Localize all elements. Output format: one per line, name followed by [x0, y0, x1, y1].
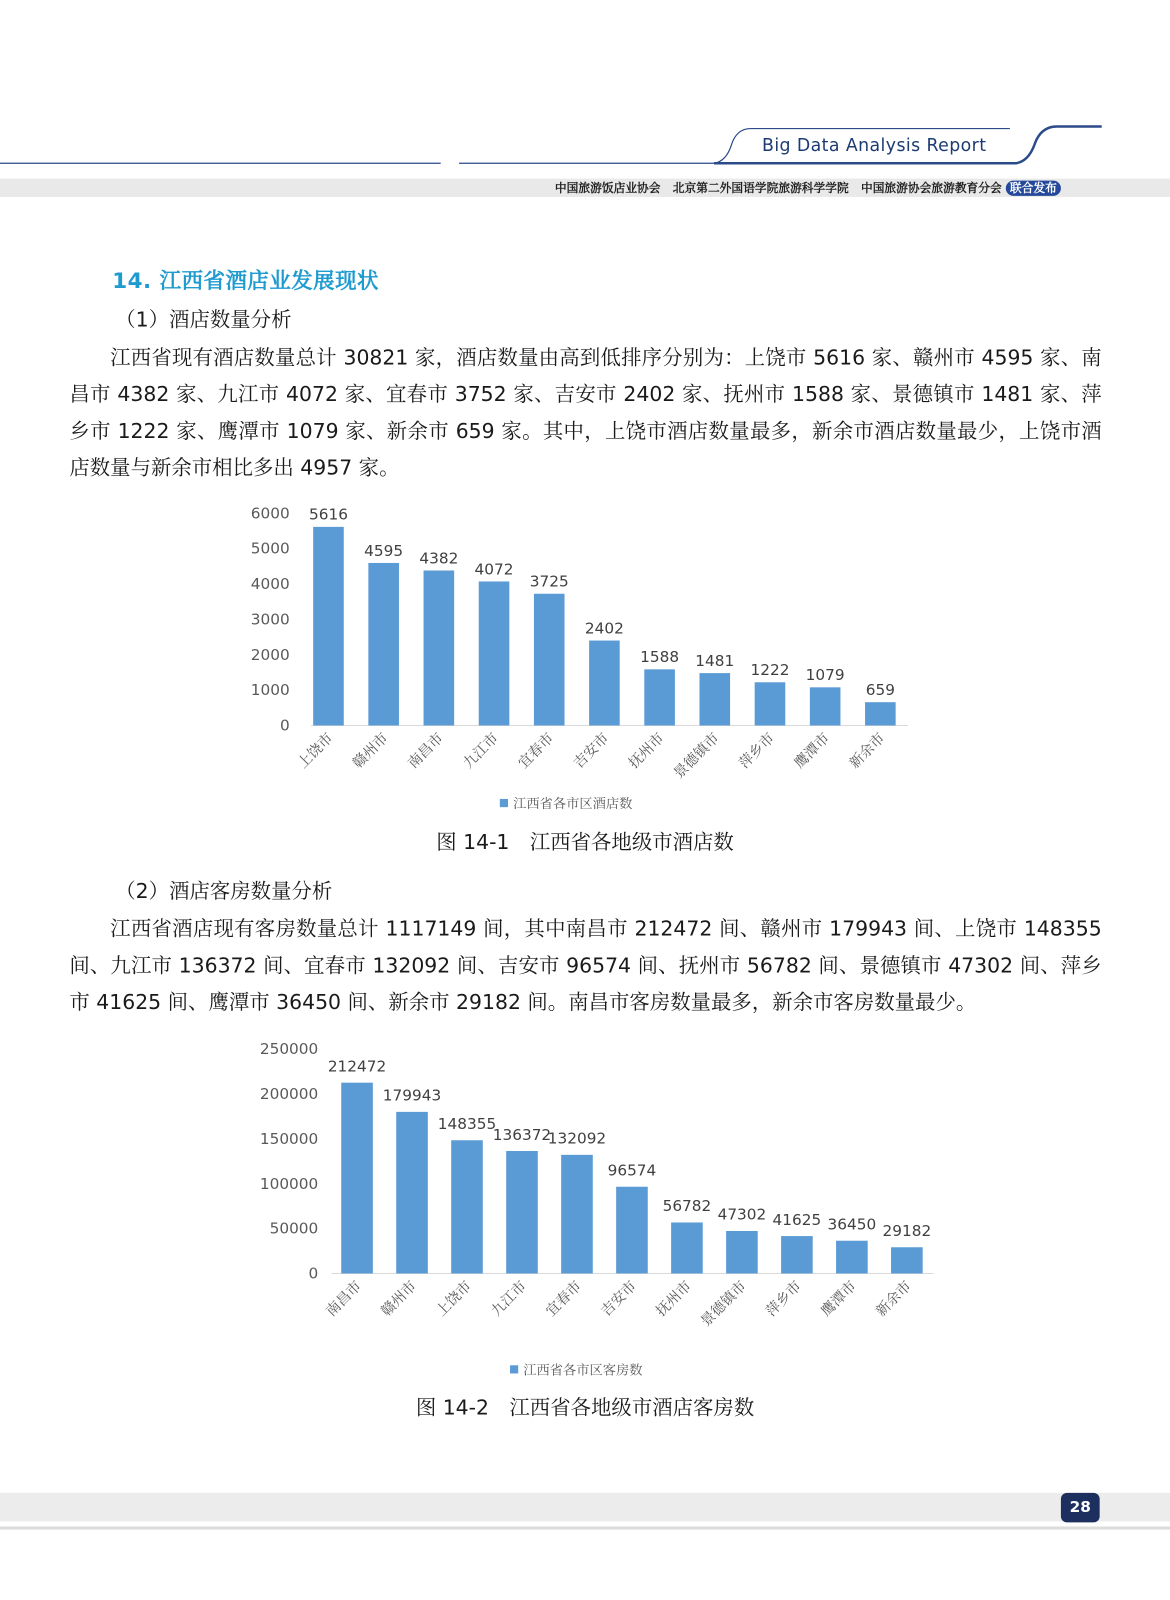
x-tick-label: 抚州市: [653, 1278, 695, 1320]
y-tick-label: 6000: [250, 504, 290, 523]
data-label: 1222: [750, 661, 790, 680]
data-label: 148355: [437, 1115, 497, 1134]
data-label: 659: [865, 681, 895, 700]
footer-rule: [0, 1527, 1170, 1530]
y-tick-label: 5000: [250, 539, 290, 558]
y-tick-label: 50000: [269, 1219, 319, 1238]
y-tick-label: 4000: [250, 575, 290, 594]
x-tick-label: 鹰潭市: [791, 730, 834, 772]
publisher-name: 中国旅游协会旅游教育分会: [860, 180, 1002, 195]
x-tick-label: 景德镇市: [698, 1278, 750, 1330]
x-tick-label: 鹰潭市: [818, 1278, 860, 1320]
header-decoration: [0, 112, 1170, 173]
x-tick-label: 宜春市: [515, 730, 558, 772]
bar: [479, 581, 510, 725]
x-tick-label: 九江市: [488, 1278, 530, 1320]
y-tick-label: 1000: [250, 681, 290, 700]
y-tick-label: 0: [308, 1264, 319, 1283]
publisher-name: 中国旅游饭店业协会: [554, 180, 661, 195]
x-tick-label: 新余市: [846, 730, 889, 772]
data-label: 136372: [492, 1125, 552, 1144]
bar: [836, 1241, 868, 1274]
bar: [699, 673, 730, 725]
data-label: 2402: [584, 619, 624, 638]
publisher-name: 北京第二外国语学院旅游科学学院: [672, 180, 849, 195]
data-label: 212472: [327, 1057, 387, 1076]
data-label: 29182: [882, 1222, 932, 1241]
data-label: 41625: [772, 1210, 822, 1229]
data-label: 1481: [695, 651, 735, 670]
x-tick-label: 吉安市: [570, 730, 613, 772]
bar: [368, 563, 399, 726]
x-tick-label: 九江市: [460, 730, 502, 772]
legend-label: 江西省各市区酒店数: [513, 797, 633, 813]
bar: [810, 687, 841, 725]
bar: [451, 1140, 483, 1273]
bar: [865, 702, 896, 725]
bar: [671, 1222, 703, 1273]
data-label: 1079: [805, 666, 845, 685]
x-tick-label: 抚州市: [625, 730, 668, 772]
bar: [424, 570, 455, 725]
room-count-bar-chart: [235, 1036, 949, 1383]
x-tick-label: 上饶市: [294, 730, 337, 772]
y-tick-label: 3000: [250, 610, 290, 629]
x-tick-label: 赣州市: [350, 730, 392, 772]
y-tick-label: 2000: [250, 645, 290, 664]
data-label: 36450: [827, 1215, 877, 1234]
data-label: 4382: [419, 549, 459, 568]
data-label: 47302: [717, 1205, 767, 1224]
x-tick-label: 赣州市: [378, 1278, 420, 1320]
x-tick-label: 吉安市: [598, 1278, 640, 1320]
bar: [616, 1187, 648, 1274]
subsection-heading: （1）酒店数量分析: [115, 307, 292, 332]
bar: [313, 527, 344, 726]
figure-caption: 图 14-2 江西省各地级市酒店客房数: [415, 1394, 755, 1420]
data-label: 5616: [309, 505, 348, 524]
data-label: 3725: [529, 572, 569, 591]
legend-swatch: [500, 799, 508, 807]
data-label: 96574: [607, 1161, 657, 1180]
bar: [726, 1231, 758, 1273]
y-tick-label: 150000: [259, 1129, 319, 1148]
data-label: 132092: [547, 1129, 607, 1148]
y-tick-label: 100000: [259, 1174, 319, 1193]
data-label: 4072: [474, 560, 514, 579]
data-label: 1588: [640, 648, 680, 667]
publisher-list: [555, 179, 1061, 197]
legend-swatch: [510, 1365, 518, 1373]
data-label: 179943: [382, 1086, 442, 1105]
paragraph: 江西省酒店现有客房数量总计 1117149 间，其中南昌市 212472 间、赣州市 179943 间、上饶市 148355 间、九江市 136372 间、宜春市 132092 间、吉安市 96574 间、抚州市 56782 间、景德镇市 47302 间、萍乡市 41625 间、鹰潭市 36450 间、新余市 29182 间。南昌市客房数量最多，新余市客房数量最少。: [69, 916, 1102, 1015]
bar: [534, 594, 565, 726]
x-tick-label: 萍乡市: [736, 730, 778, 772]
y-tick-label: 200000: [259, 1084, 319, 1103]
page-number: 28: [1061, 1493, 1100, 1523]
x-tick-label: 南昌市: [323, 1278, 365, 1320]
footer-band: [0, 1493, 1170, 1522]
x-tick-label: 宜春市: [543, 1278, 585, 1320]
bar: [561, 1155, 593, 1274]
bar: [891, 1247, 923, 1273]
report-series-title: Big Data Analysis Report: [762, 135, 987, 157]
data-label: 56782: [662, 1197, 712, 1216]
x-tick-label: 景德镇市: [671, 730, 723, 782]
bar: [755, 682, 786, 725]
figure-caption: 图 14-1 江西省各地级市酒店数: [436, 829, 734, 855]
subsection-heading: （2）酒店客房数量分析: [115, 878, 333, 904]
bar: [341, 1083, 373, 1274]
y-tick-label: 250000: [259, 1040, 319, 1059]
bar: [589, 641, 620, 726]
legend-label: 江西省各市区客房数: [523, 1363, 643, 1379]
data-label: 4595: [364, 541, 404, 560]
y-tick-label: 0: [279, 716, 290, 735]
bar: [506, 1151, 538, 1273]
section-title: 14. 江西省酒店业发展现状: [112, 268, 379, 293]
paragraph: 江西省现有酒店数量总计 30821 家，酒店数量由高到低排序分别为：上饶市 5616 家、赣州市 4595 家、南昌市 4382 家、九江市 4072 家、宜春市 3752 家、吉安市 2402 家、抚州市 1588 家、景德镇市 1481 家、萍乡市 1222 家、鹰潭市 1079 家、新余市 659 家。其中，上饶市酒店数量最多，新余市酒店数量最少，上饶市酒店数量与新余市相比多出 4957 家。: [69, 344, 1102, 480]
x-tick-label: 上饶市: [433, 1278, 475, 1320]
x-tick-label: 南昌市: [405, 730, 447, 772]
bar: [396, 1112, 428, 1274]
x-tick-label: 萍乡市: [763, 1278, 805, 1320]
x-tick-label: 新余市: [873, 1278, 915, 1320]
bar: [781, 1236, 813, 1273]
bar: [644, 669, 675, 725]
joint-release-badge: 联合发布: [1006, 180, 1061, 195]
hotel-count-bar-chart: [224, 498, 928, 825]
